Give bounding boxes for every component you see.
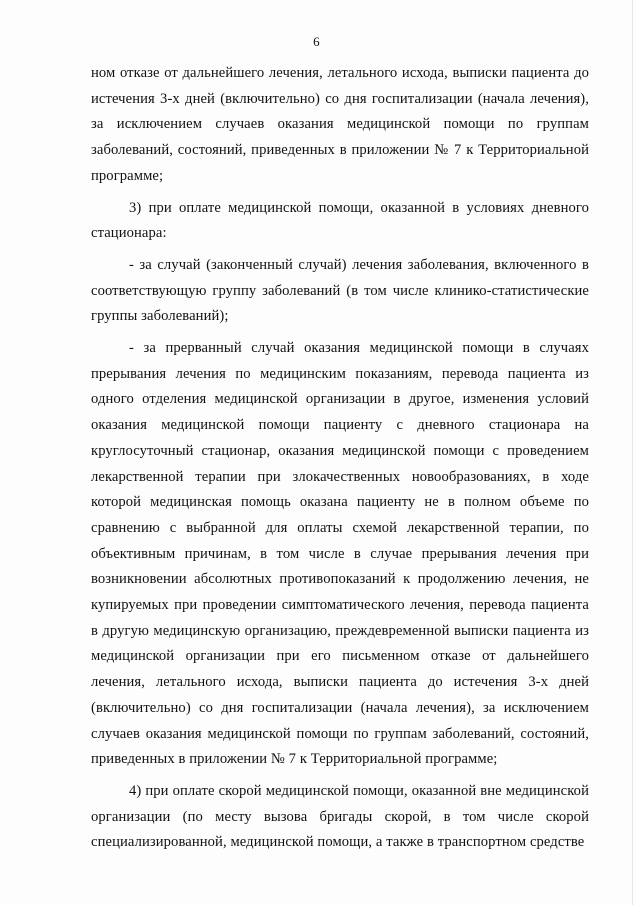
paragraph-interrupted-case: - за прерванный случай оказания медицинской помощи в случаях прерывания лечения по медицинским показаниям, перевода пациента из одного отделения медицинской организации в другое, изменения условий оказания медицинской помощи пациенту с дневного стационара на круглосуточный стационар, оказания медицинской помощи с проведением лекарственной терапии при злокачественных новообразованиях, в ходе которой медицинская помощь оказана пациенту не в полном объеме по сравнению с выбранной для оплаты схемой лекарственной терапии, по объективным причинам, в том числе в случае прерывания лечения при возникновении абсолютных противопоказаний к продолжению лечения, не купируемых при проведении симптоматического лечения, перевода пациента в другую медицинскую организацию, преждевременной выписки пациента из медицинской организации при его письменном отказе от дальнейшего лечения, летального исхода, выписки пациента до истечения 3-х дней (включительно) со дня госпитализации (начала лечения), за исключением случаев оказания медицинской помощи по группам заболеваний, состояний, приведенных в приложении № 7 к Территориальной программе; bbox=[91, 340, 589, 768]
paragraph-continuation: ном отказе от дальнейшего лечения, летального исхода, выписки пациента до истечения 3-х дней (включительно) со дня госпитализации (начала лечения), за исключением случаев оказания медицинской помощи по группам заболеваний, состояний, приведенных в приложении № 7 к Территориальной программе; bbox=[91, 65, 589, 184]
paragraph-completed-case: - за случай (законченный случай) лечения заболевания, включенного в соответствующую группу заболеваний (в том числе клинико-статистические группы заболеваний); bbox=[91, 256, 589, 325]
paragraph-item-3: 3) при оплате медицинской помощи, оказанной в условиях дневного стационара: bbox=[91, 199, 589, 242]
page-number: 6 bbox=[313, 34, 320, 49]
paragraph-item-4: 4) при оплате скорой медицинской помощи, оказанной вне медицинской организации (по месту вызова бригады скорой, в том числе скорой специализированной, медицинской помощи, а также в транспортном средстве bbox=[91, 782, 589, 851]
document-body bbox=[91, 61, 589, 862]
